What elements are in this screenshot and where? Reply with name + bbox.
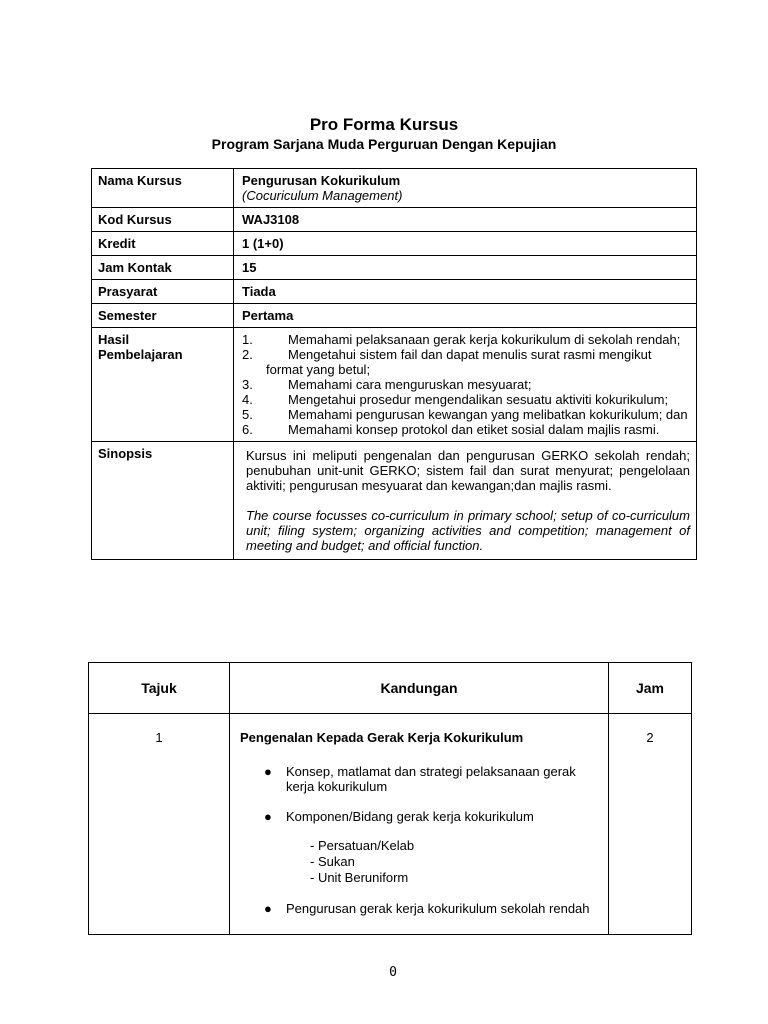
outcome-text: Memahami cara menguruskan mesyuarat; — [288, 377, 532, 392]
outcome-number: 4. — [242, 392, 253, 407]
hasil-pembelajaran-value — [234, 328, 697, 442]
table-row — [89, 714, 692, 935]
sub-item: - Sukan — [310, 854, 355, 869]
page-number: 0 — [389, 965, 397, 980]
topic-number: 1 — [89, 714, 230, 935]
row-kod-kursus — [92, 208, 697, 232]
list-item — [242, 422, 688, 437]
list-item — [240, 764, 598, 794]
list-item — [242, 377, 688, 392]
jam-kontak-label: Jam Kontak — [92, 256, 234, 280]
header-jam: Jam — [609, 663, 692, 714]
row-sinopsis — [92, 442, 697, 560]
kod-kursus-label: Kod Kursus — [92, 208, 234, 232]
outcome-text: Memahami pengurusan kewangan yang melibatkan kokurikulum; dan — [288, 407, 688, 422]
prasyarat-label: Prasyarat — [92, 280, 234, 304]
bullet-icon: ● — [264, 764, 272, 779]
bullet-text: Pengurusan gerak kerja kokurikulum sekolah rendah — [286, 901, 590, 916]
bullet-text: Komponen/Bidang gerak kerja kokurikulum — [286, 809, 534, 824]
row-semester — [92, 304, 697, 328]
jam-kontak-value: 15 — [234, 256, 697, 280]
kredit-value: 1 (1+0) — [234, 232, 697, 256]
list-item — [242, 347, 688, 377]
sinopsis-malay: Kursus ini meliputi pengenalan dan pengurusan GERKO sekolah rendah; penubuhan unit-unit GERKO; sistem fail dan surat menyurat; pengelolaan aktiviti; pengurusan mesyuarat dan kewangan;dan majlis rasmi. — [246, 448, 690, 493]
header-tajuk: Tajuk — [89, 663, 230, 714]
list-item — [240, 809, 598, 824]
outcome-text: Memahami konsep protokol dan etiket sosial dalam majlis rasmi. — [288, 422, 660, 437]
topic-hours: 2 — [609, 714, 692, 935]
list-item — [242, 407, 688, 422]
header-kandungan: Kandungan — [230, 663, 609, 714]
table-header-row — [89, 663, 692, 714]
course-name: Pengurusan Kokurikulum — [242, 173, 401, 188]
outcome-number: 3. — [242, 377, 253, 392]
hasil-label-line-1: Hasil — [98, 332, 130, 347]
outcome-text: Mengetahui sistem fail dan dapat menulis surat rasmi mengikut format yang betul; — [266, 347, 652, 377]
row-prasyarat — [92, 280, 697, 304]
outcome-number: 5. — [242, 407, 253, 422]
course-name-en: (Cocuriculum Management) — [242, 188, 403, 203]
outcome-text: Memahami pelaksanaan gerak kerja kokurikulum di sekolah rendah; — [288, 332, 681, 347]
bullet-icon: ● — [264, 809, 272, 824]
outcome-number: 2. — [242, 347, 253, 362]
content-table — [88, 662, 692, 935]
outcome-number: 6. — [242, 422, 253, 437]
outcome-text: Mengetahui prosedur mengendalikan sesuatu aktiviti kokurikulum; — [288, 392, 669, 407]
prasyarat-value: Tiada — [234, 280, 697, 304]
list-item — [240, 901, 598, 916]
nama-kursus-value — [234, 169, 697, 208]
sub-item: - Persatuan/Kelab — [310, 838, 415, 853]
page-title: Pro Forma Kursus — [309, 115, 459, 134]
nama-kursus-label: Nama Kursus — [92, 169, 234, 208]
sinopsis-value — [234, 442, 697, 560]
topic-content — [230, 714, 609, 935]
sinopsis-english: The course focusses co-curriculum in primary school; setup of co-curriculum unit; filing system; organizing activities and competition; management of meeting and budget; and official function. — [246, 508, 690, 553]
outcome-number: 1. — [242, 332, 253, 347]
page-subtitle: Program Sarjana Muda Perguruan Dengan Kepujian — [211, 136, 557, 152]
semester-label: Semester — [92, 304, 234, 328]
sub-list — [240, 838, 598, 886]
row-nama-kursus — [92, 169, 697, 208]
kredit-label: Kredit — [92, 232, 234, 256]
list-item — [242, 392, 688, 407]
course-info-table — [91, 168, 697, 560]
bullet-icon: ● — [264, 901, 272, 916]
sinopsis-label: Sinopsis — [92, 442, 234, 560]
topic-title: Pengenalan Kepada Gerak Kerja Kokurikulum — [240, 730, 524, 745]
learning-outcomes-list — [242, 332, 688, 437]
semester-value: Pertama — [234, 304, 697, 328]
bullet-text: Konsep, matlamat dan strategi pelaksanaan gerak kerja kokurikulum — [286, 764, 576, 794]
row-jam-kontak — [92, 256, 697, 280]
hasil-label-line-2: Pembelajaran — [98, 347, 183, 362]
list-item — [242, 332, 688, 347]
row-kredit — [92, 232, 697, 256]
row-hasil-pembelajaran — [92, 328, 697, 442]
hasil-pembelajaran-label — [92, 328, 234, 442]
kod-kursus-value: WAJ3108 — [234, 208, 697, 232]
sub-item: - Unit Beruniform — [310, 870, 409, 885]
